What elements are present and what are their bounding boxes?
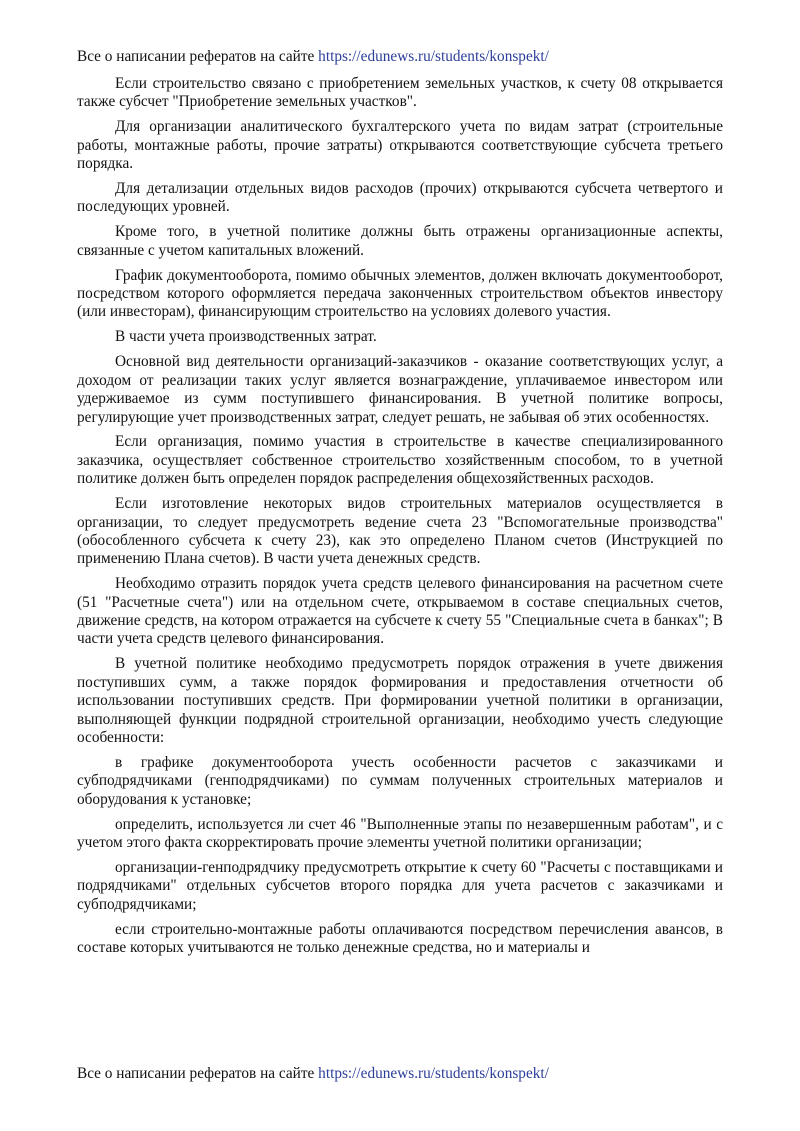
paragraph-5: График документооборота, помимо обычных элементов, должен включать документооборот, посредством которого оформляется передача законченных строительством объектов инвестору (или инвесторам), финансирующим строительство на условиях долевого участия.	[77, 266, 723, 321]
paragraph-9: Если изготовление некоторых видов строительных материалов осуществляется в организации, то следует предусмотреть ведение счета 23 "Вспомогательные производства" (обособленного субсчета к счету 23), как это определено Планом счетов (Инструкцией по применению Плана счетов). В части учета денежных средств.	[77, 495, 723, 568]
page-footer	[77, 1065, 549, 1083]
paragraph-7: Основной вид деятельности организаций-заказчиков - оказание соответствующих услуг, а доходом от реализации таких услуг является вознаграждение, уплачиваемое инвестором или удерживаемое из сумм поступившего финансирования. В учетной политике вопросы, регулирующие учет производственных затрат, следует решать, не забывая об этих особенностях.	[77, 353, 723, 426]
paragraph-4: Кроме того, в учетной политике должны быть отражены организационные аспекты, связанные с учетом капитальных вложений.	[77, 223, 723, 259]
footer-site-link[interactable]: https://edunews.ru/students/konspekt/	[318, 1065, 549, 1082]
paragraph-11: В учетной политике необходимо предусмотреть порядок отражения в учете движения поступивших сумм, а также порядок формирования и предоставления отчетности об использовании поступивших средств. При формировании учетной политики в организации, выполняющей функции подрядной строительной организации, необходимо учесть следующие особенности:	[77, 655, 723, 746]
header-site-link[interactable]: https://edunews.ru/students/konspekt/	[318, 48, 549, 65]
footer-prefix: Все о написании рефератов на сайте	[77, 1065, 319, 1082]
paragraph-6: В части учета производственных затрат.	[115, 328, 377, 346]
page-header	[77, 48, 549, 66]
list-item-3: организации-генподрядчику предусмотреть открытие к счету 60 "Расчеты с поставщиками и подрядчиками" отдельных субсчетов второго порядка для учета расчетов с заказчиками и субподрядчиками;	[77, 858, 723, 913]
list-item-2: определить, используется ли счет 46 "Выполненные этапы по незавершенным работам", и с учетом этого факта скорректировать прочие элементы учетной политики организации;	[77, 815, 723, 852]
paragraph-3: Для детализации отдельных видов расходов (прочих) открываются субсчета четвертого и последующих уровней.	[77, 180, 723, 216]
paragraph-10: Необходимо отразить порядок учета средств целевого финансирования на расчетном счете (51 "Расчетные счета") или на отдельном счете, открываемом в составе специальных счетов, движение средств, на котором отражается на субсчете к счету 55 "Специальные счета в банках"; В части учета средств целевого финансирования.	[77, 575, 723, 648]
header-prefix: Все о написании рефератов на сайте	[77, 48, 319, 65]
list-item-1: в графике документооборота учесть особенности расчетов с заказчиками и субподрядчиками (генподрядчиками) по суммам полученных строительных материалов и оборудования к установке;	[77, 753, 723, 808]
paragraph-2: Для организации аналитического бухгалтерского учета по видам затрат (строительные работы, монтажные работы, прочие затраты) открываются соответствующие субсчета третьего порядка.	[77, 118, 723, 173]
document-body	[77, 75, 723, 964]
paragraph-8: Если организация, помимо участия в строительстве в качестве специализированного заказчика, осуществляет собственное строительство хозяйственным способом, то в учетной политике должен быть определен порядок распределения общехозяйственных расходов.	[77, 433, 723, 488]
paragraph-1: Если строительство связано с приобретением земельных участков, к счету 08 открывается также субсчет "Приобретение земельных участков".	[77, 75, 723, 111]
list-item-4: если строительно-монтажные работы оплачиваются посредством перечисления авансов, в составе которых учитываются не только денежные средства, но и материалы и	[77, 920, 723, 957]
